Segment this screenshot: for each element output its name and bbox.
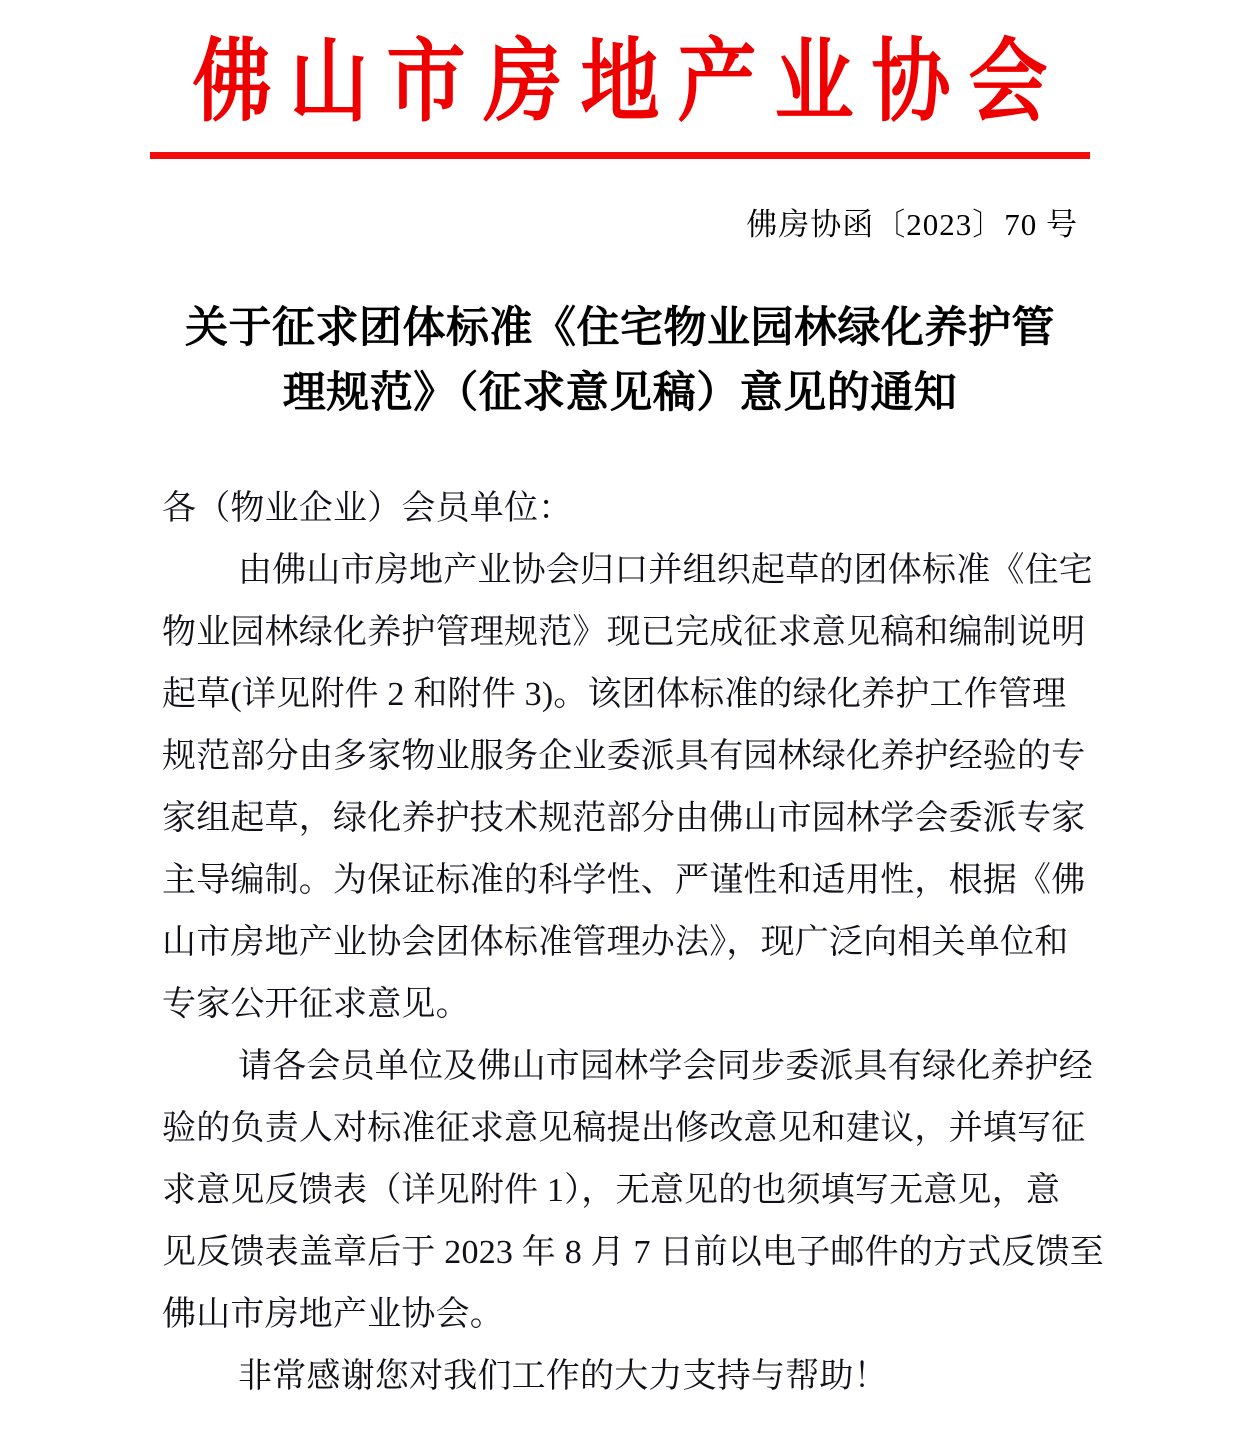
body-line: 验的负责人对标准征求意见稿提出修改意见和建议，并填写征 [162, 1110, 1086, 1147]
body-paragraph-1 [162, 540, 1093, 1036]
salutation: 各（物业企业）会员单位： [162, 490, 573, 527]
body-line: 规范部分由多家物业服务企业委派具有园林绿化养护经验的专 [162, 738, 1086, 775]
organization-name: 佛山市房地产业协会 [192, 34, 1066, 134]
document-title-line-1: 关于征求团体标准《住宅物业园林绿化养护管 [185, 304, 1055, 352]
body-paragraph-3 [162, 1346, 1080, 1408]
body-paragraph-2 [162, 1036, 1104, 1346]
body-line: 起草(详见附件 2 和附件 3)。该团体标准的绿化养护工作管理 [162, 676, 1067, 713]
document-title [160, 296, 1080, 425]
document-body [162, 478, 1104, 1408]
body-line: 非常感谢您对我们工作的大力支持与帮助！ [238, 1358, 888, 1395]
body-line: 请各会员单位及佛山市园林学会同步委派具有绿化养护经 [238, 1048, 1093, 1085]
letterhead-divider-rule [150, 152, 1090, 159]
body-line: 专家公开征求意见。 [162, 986, 470, 1023]
body-line: 山市房地产业协会团体标准管理办法》，现广泛向相关单位和 [162, 924, 1069, 961]
document-title-line-2: 理规范》（征求意见稿）意见的通知 [282, 368, 958, 417]
body-line: 求意见反馈表（详见附件 1），无意见的也须填写无意见，意 [162, 1172, 1061, 1209]
body-line: 物业园林绿化养护管理规范》现已完成征求意见稿和编制说明 [162, 614, 1086, 651]
body-line: 家组起草，绿化养护技术规范部分由佛山市园林学会委派专家 [162, 800, 1086, 837]
body-line: 佛山市房地产业协会。 [162, 1296, 504, 1333]
body-line: 主导编制。为保证标准的科学性、严谨性和适用性，根据《佛 [162, 862, 1086, 899]
document-serial-number: 佛房协函〔2023〕70 号 [746, 207, 1078, 242]
letterhead [0, 34, 1240, 134]
body-line: 由佛山市房地产业协会归口并组织起草的团体标准《住宅 [238, 552, 1093, 589]
body-line: 见反馈表盖章后于 2023 年 8 月 7 日前以电子邮件的方式反馈至 [162, 1234, 1104, 1271]
